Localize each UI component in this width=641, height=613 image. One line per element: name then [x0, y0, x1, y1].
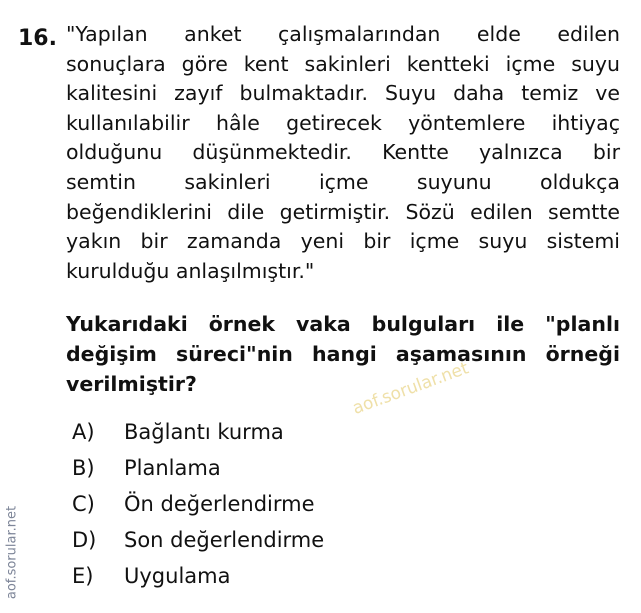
passage-line: "Yapılan anket çalışmalarından elde edilen [66, 22, 620, 46]
passage-line: yakın bir zamanda yeni bir içme suyu sistemi [66, 229, 620, 254]
passage-line: kullanılabilir hâle getirecek yöntemlere ihtiyaç [66, 110, 620, 135]
option-text: Planlama [124, 456, 221, 480]
passage-line: olduğunu düşünmektedir. Kentte yalnızca bir [66, 140, 620, 165]
passage-line: kalitesini zayıf bulmaktadır. Suyu daha temiz ve [66, 81, 620, 106]
question-stem [66, 309, 620, 399]
watermark: aof.sorular.net [350, 358, 472, 419]
option-b[interactable] [72, 450, 324, 486]
option-e[interactable] [72, 558, 324, 594]
passage-line: beğendiklerini dile getirmiştir. Sözü edilen semtte [66, 199, 620, 224]
option-text: Ön değerlendirme [124, 492, 315, 516]
stem-line: Yukarıdaki örnek vaka bulguları ile "planlı [66, 312, 620, 336]
option-letter: E) [72, 564, 94, 588]
option-d[interactable] [72, 522, 324, 558]
option-a[interactable] [72, 414, 324, 450]
option-letter: B) [72, 456, 95, 480]
question-number: 16. [18, 26, 57, 51]
side-watermark: aof.sorular.net [4, 505, 20, 600]
option-text: Son değerlendirme [124, 528, 325, 552]
stem-line: değişim süreci"nin hangi aşamasının örneği [66, 342, 620, 366]
option-c[interactable] [72, 486, 324, 522]
passage-line: sonuçlara göre kent sakinleri kentteki içme suyu [66, 51, 620, 76]
option-letter: C) [72, 492, 95, 516]
option-letter: A) [72, 420, 95, 444]
passage-line: kurulduğu anlaşılmıştır." [66, 258, 315, 283]
question-passage [66, 20, 620, 286]
passage-line: semtin sakinleri içme suyunu oldukça [66, 169, 620, 194]
option-letter: D) [72, 528, 97, 552]
stem-line: verilmiştir? [66, 372, 197, 396]
option-text: Uygulama [124, 564, 231, 588]
answer-options [72, 414, 324, 594]
option-text: Bağlantı kurma [124, 420, 284, 444]
